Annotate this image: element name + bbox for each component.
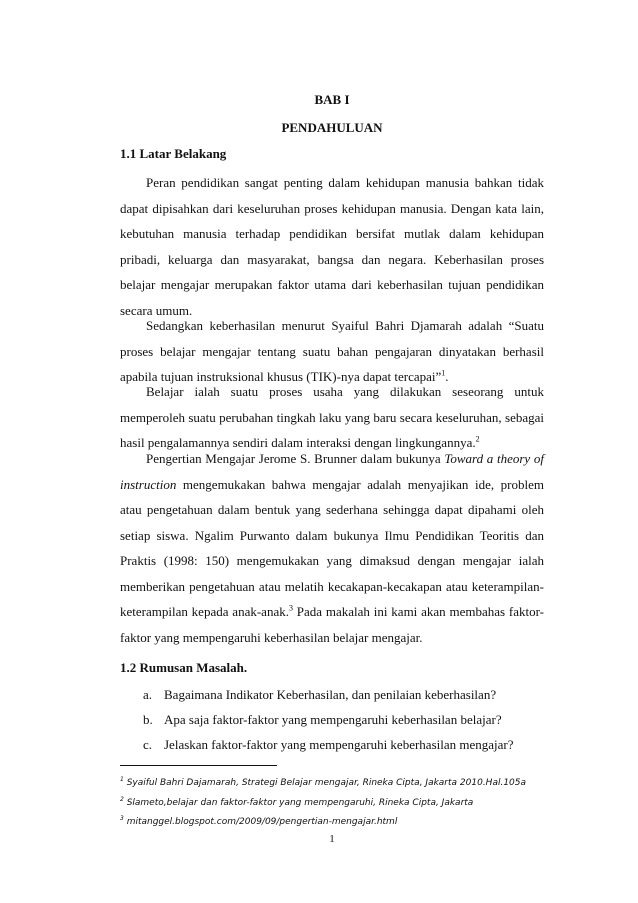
paragraph-3: Belajar ialah suatu proses usaha yang dilakukan seseorang untuk memperoleh suatu perubahan tingkah laku yang baru secara keseluruhan, sebagai hasil pengalamannya sendiri dalam interaksi dengan lingkungannya.$^2$ [120, 384, 544, 450]
page-number: 1 [329, 833, 335, 845]
footnote-3: $^3$ mitanggel.blogspot.com/2009/09/pengertian-mengajar.html [120, 815, 398, 827]
paragraph-1: Peran pendidikan sangat penting dalam kehidupan manusia bahkan tidak dapat dipisahkan dari keseluruhan proses kehidupan manusia. Dengan kata lain, kebutuhan manusia terhadap pendidikan bersifat mutlak dalam kehidupan pribadi, keluarga dan masyarakat, bangsa dan negara. Keberhasilan proses belajar mengajar merupakan faktor utama dari keberhasilan tujuan pendidikan secara umum. [120, 175, 544, 318]
chapter-label: BAB I [314, 92, 350, 107]
book-title-italic: Toward a theory of instruction [120, 451, 544, 492]
footnote-ref-3: 3 [288, 603, 293, 613]
footnote-1: $^1$ Syaiful Bahri Dajamarah, Strategi Belajar mengajar, Rineka Cipta, Jakarta 2010.Hal.105a [120, 776, 527, 788]
footnote-ref-1: 1 [441, 368, 446, 378]
list-item: a. Bagaimana Indikator Keberhasilan, dan penilaian keberhasilan? [143, 687, 497, 702]
list-item: c. Jelaskan faktor-faktor yang mempengaruhi keberhasilan mengajar? [143, 737, 514, 752]
footnote-separator [120, 765, 277, 766]
problem-list [143, 682, 514, 757]
section-heading-latar-belakang: 1.1 Latar Belakang [120, 146, 227, 161]
footnotes [120, 772, 526, 831]
chapter-title: PENDAHULUAN [281, 120, 383, 135]
footnote-2: $^2$ Slameto,belajar dan faktor-faktor yang mempengaruhi, Rineka Cipta, Jakarta [120, 795, 474, 808]
section-heading-rumusan-masalah: 1.2 Rumusan Masalah. [120, 660, 248, 675]
paragraph-4: Pengertian Mengajar Jerome S. Brunner dalam bukunya Toward a theory of instruction mengemukakan bahwa mengajar adalah menyajikan ide, problem atau pengetahuan dalam bentuk yang sederhana sehingga dapat dipahami oleh setiap siswa. Ngalim Purwanto dalam bukunya Ilmu Pendidikan Teoritis dan Praktis (1998: 150) mengemukakan yang dimaksud dengan mengajar ialah memberikan pengetahuan atau melatih kecakapan-kecakapan atau keterampilan-keterampilan kepada anak-anak.$^3$ Pada makalah ini kami akan membahas faktor-faktor yang mempengaruhi keberhasilan belajar mengajar. [120, 451, 545, 645]
paragraph-2: Sedangkan keberhasilan menurut Syaiful Bahri Djamarah adalah “Suatu proses belajar mengajar tentang suatu bahan pengajaran dinyatakan berhasil apabila tujuan instruksional khusus (TIK)-nya dapat tercapai”$^1$. [120, 318, 544, 384]
footnote-ref-2: 2 [475, 434, 480, 444]
list-item: b. Apa saja faktor-faktor yang mempengaruhi keberhasilan belajar? [143, 712, 502, 727]
